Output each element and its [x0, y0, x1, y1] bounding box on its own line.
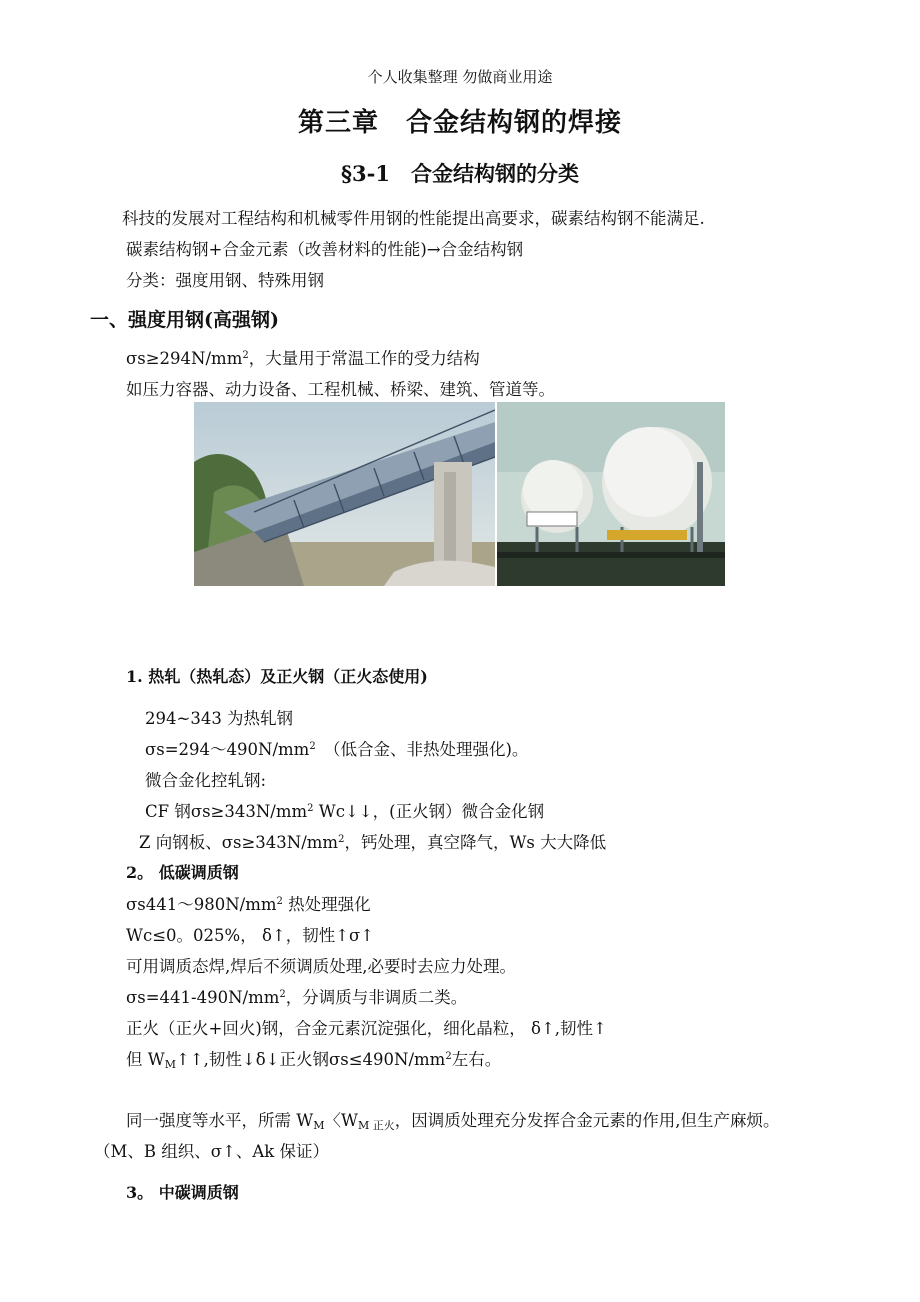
text-run: ，钙处理，真空降气，Ws 大大降低	[344, 833, 607, 852]
heading-low-carbon-qt: 2。 低碳调质钢	[126, 863, 239, 882]
intro-line-1: 科技的发展对工程结构和机械零件用钢的性能提出高要求，碳素结构钢不能满足.	[122, 209, 705, 228]
weld-condition-line: 可用调质态焊,焊后不须调质处理,必要时去应力处理。	[126, 957, 516, 976]
text-run: 但 W	[126, 1050, 165, 1069]
low-carbon-strength	[126, 891, 371, 915]
structure-note: （M、B 组织、σ↑、Ak 保证）	[94, 1142, 330, 1161]
text-run: ，因调质处理充分发挥合金元素的作用,但生产麻烦。	[394, 1111, 780, 1130]
intro-line-3: 分类：强度用钢、特殊用钢	[126, 271, 324, 290]
text-run: ，分调质与非调质二类。	[285, 988, 468, 1007]
same-strength-comparison	[126, 1107, 779, 1133]
superscript: 2	[338, 834, 345, 845]
spherical-tanks-illustration	[497, 402, 725, 586]
text-run: 同一强度等水平，所需 W	[126, 1111, 314, 1130]
normalized-strength	[145, 736, 528, 760]
text-run: Wc↓↓，(正火钢）微合金化钢	[313, 802, 545, 821]
text-run: σs=441-490N/mm	[126, 988, 280, 1007]
subscript: M	[164, 1058, 176, 1071]
text-run: σs=294～490N/mm	[145, 740, 310, 759]
chapter-title: 第三章 合金结构钢的焊接	[297, 108, 622, 138]
bridge-photo	[194, 402, 495, 586]
page-header: 个人收集整理 勿做商业用途	[367, 68, 553, 86]
carbon-content-line: Wc≤0。025%， δ↑，韧性↑σ↑	[126, 926, 375, 945]
text-run: 左右。	[451, 1050, 502, 1069]
application-examples: 如压力容器、动力设备、工程机械、桥梁、建筑、管道等。	[126, 380, 555, 399]
text-run: ↑↑,韧性↓δ↓正火钢σs≤490N/mm	[175, 1050, 446, 1069]
superscript: 2	[445, 1051, 452, 1062]
intro-line-2: 碳素结构钢+合金元素（改善材料的性能)→合金结构钢	[126, 240, 524, 259]
heading-hot-rolled-normalized: 1. 热轧（热轧态）及正火钢（正火态使用)	[126, 667, 428, 686]
text-run: （低合金、非热处理强化)。	[315, 740, 529, 759]
superscript: 2	[276, 896, 283, 907]
text-run: ，大量用于常温工作的受力结构	[248, 349, 480, 368]
superscript: 2	[279, 989, 286, 1000]
text-run: σs≥294N/mm	[126, 349, 243, 368]
wm-effect-line	[126, 1046, 501, 1071]
section-title: §3-1 合金结构钢的分类	[341, 161, 579, 186]
text-run: CF 钢σs≥343N/mm	[145, 802, 308, 821]
superscript: 2	[307, 803, 314, 814]
normalized-steel-line: 正火（正火+回火)钢，合金元素沉淀强化，细化晶粒， δ↑,韧性↑	[126, 1019, 607, 1038]
strength-criterion	[126, 345, 480, 369]
superscript: 2	[242, 350, 249, 361]
cf-steel-line	[145, 798, 544, 822]
text-run: 热处理强化	[282, 895, 371, 914]
text-run: Z 向钢板、σs≥343N/mm	[139, 833, 339, 852]
z-direction-plate-line	[139, 829, 606, 853]
bridge-illustration	[194, 402, 495, 586]
subscript: M 正火	[357, 1119, 395, 1132]
text-run: 〈W	[324, 1111, 358, 1130]
superscript: 2	[309, 741, 316, 752]
heading-strength-steel: 一、强度用钢(高强钢)	[90, 309, 279, 331]
qt-split-line	[126, 984, 467, 1008]
heading-medium-carbon-qt: 3。 中碳调质钢	[126, 1183, 239, 1202]
subscript: M	[313, 1119, 325, 1132]
text-run: σs441～980N/mm	[126, 895, 277, 914]
hot-rolled-range: 294~343 为热轧钢	[145, 709, 294, 728]
spherical-tanks-photo	[497, 402, 725, 586]
microalloy-controlled-rolling: 微合金化控轧钢:	[145, 771, 267, 790]
